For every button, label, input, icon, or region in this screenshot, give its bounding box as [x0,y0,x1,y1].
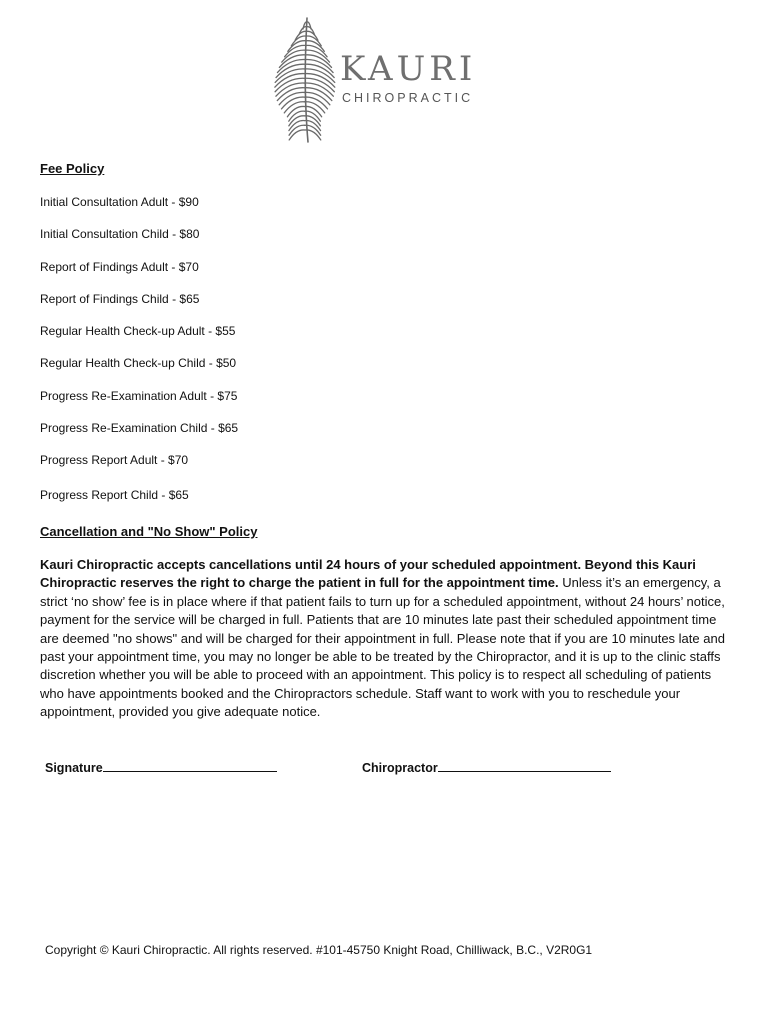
fee-item: Regular Health Check-up Adult - $55 [40,324,236,338]
copyright-footer: Copyright © Kauri Chiropractic. All rights reserved. #101-45750 Knight Road, Chilliwack, B.C., V2R0G1 [45,943,593,957]
brand-subtitle: CHIROPRACTIC [342,91,474,105]
chiropractor-signature-field[interactable] [362,760,611,775]
fee-item: Initial Consultation Child - $80 [40,227,200,241]
signature-label: Signature [45,761,103,775]
fee-item: Initial Consultation Adult - $90 [40,195,199,209]
signature-field[interactable] [45,760,277,775]
cancellation-policy-text [40,556,730,722]
fee-item: Report of Findings Adult - $70 [40,260,199,274]
fee-item: Progress Report Child - $65 [40,488,189,502]
fee-item: Regular Health Check-up Child - $50 [40,356,237,370]
fee-item: Progress Re-Examination Child - $65 [40,421,239,435]
fee-item: Progress Report Adult - $70 [40,453,189,467]
policy-body-text: Unless it’s an emergency, a strict ‘no show’ fee is in place where if that patient fails to turn up for a scheduled appointment, without 24 hours’ notice, payment for the service will be charged in full. Patients that are 10 minutes late past their scheduled appointment time are deemed "no shows" and will be charged for their appointment in full. Please note that if you are 10 minutes late and past your appointment time, you may no longer be able to be treated by the Chiropractor, and it is up to the clinic staffs discretion whether you will be able to proceed with an appointment. This policy is to respect all scheduling of patients who have appointments booked and the Chiropractors schedule. Staff want to work with you to reschedule your appointment, provided you give adequate notice. [40,575,725,720]
fern-icon [274,16,340,144]
kauri-logo [274,16,504,146]
signature-line[interactable] [103,760,277,772]
policy-bold-text: Kauri Chiropractic accepts cancellations until 24 hours of your scheduled appointment. Beyond this Kauri Chiropractic reserves the right to charge the patient in full for the appointment time. [40,557,696,591]
fee-item: Progress Re-Examination Adult - $75 [40,389,238,403]
cancellation-policy-heading: Cancellation and "No Show" Policy [40,524,258,539]
brand-name: KAURI [340,49,477,89]
chiropractor-signature-line[interactable] [438,760,611,772]
chiropractor-label: Chiropractor [362,761,438,775]
fee-policy-heading: Fee Policy [40,161,105,176]
fee-item: Report of Findings Child - $65 [40,292,200,306]
